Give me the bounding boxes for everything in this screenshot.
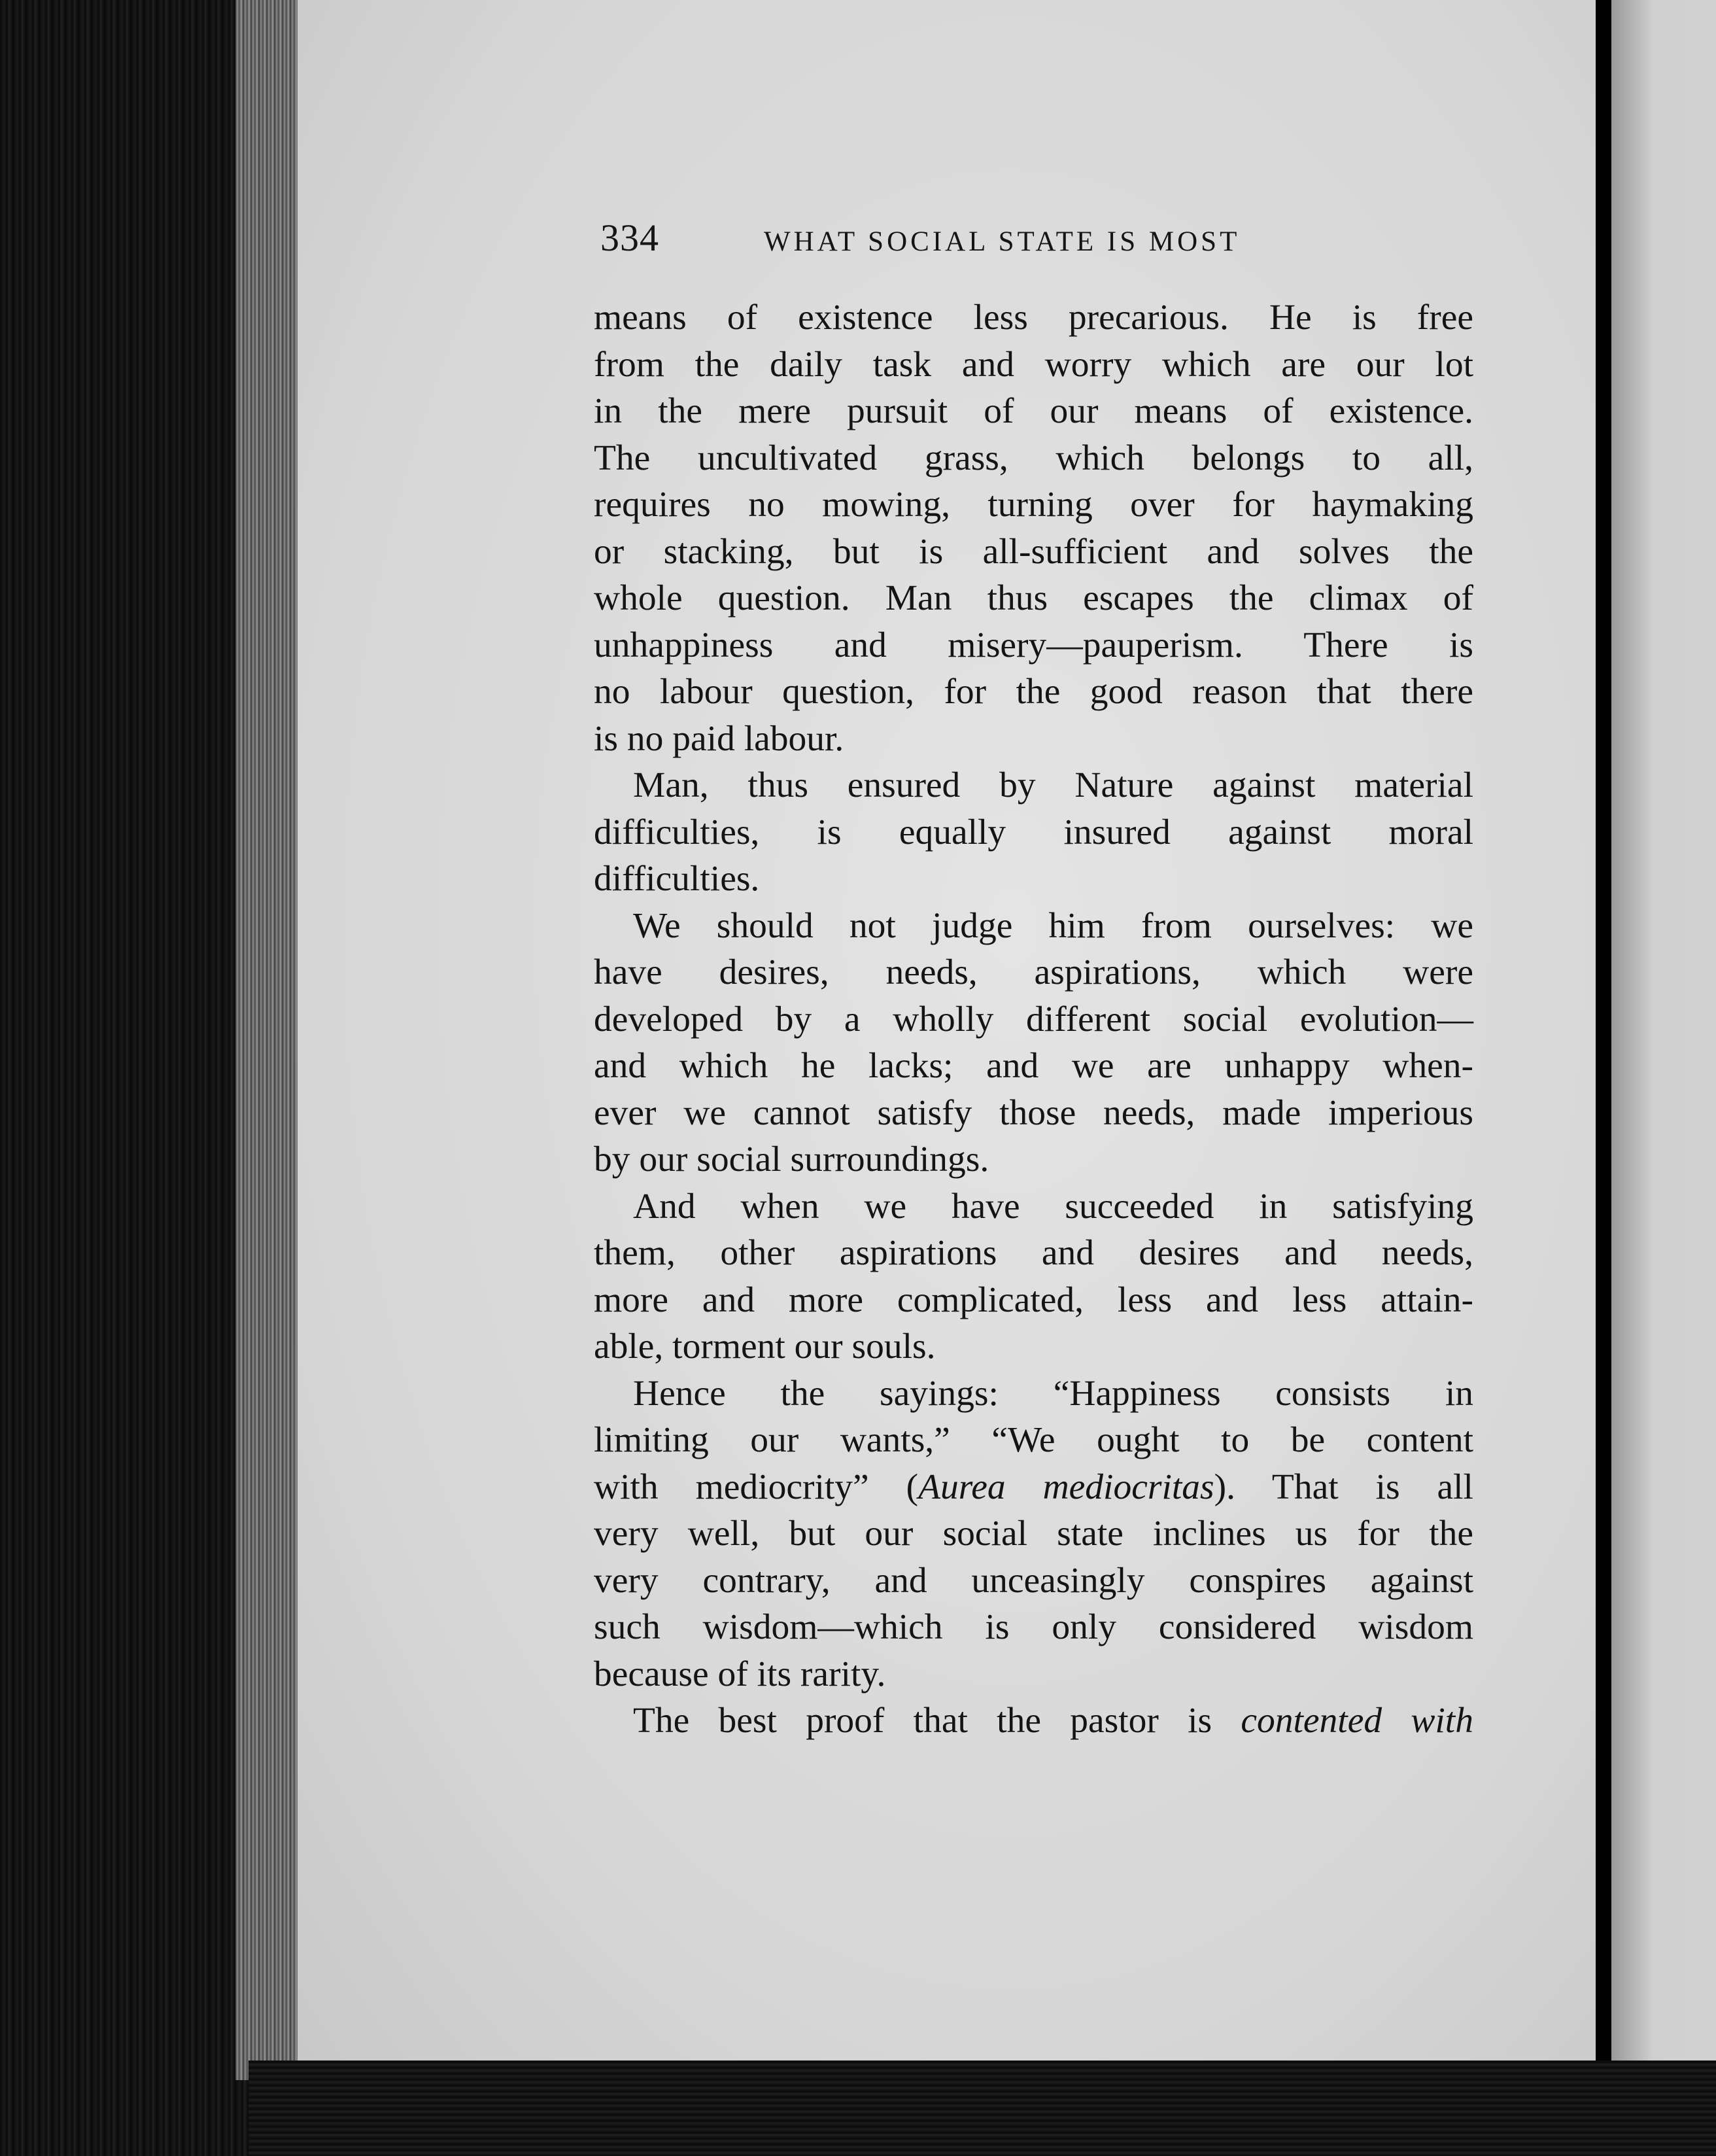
text-line: unhappiness and misery—pauperism. There is: [594, 625, 1473, 665]
text-line: means of existence less precarious. He is free: [594, 298, 1473, 338]
italic-phrase: contented with: [1241, 1701, 1473, 1741]
text-line: have desires, needs, aspirations, which were: [594, 952, 1473, 992]
text-line: very well, but our social state inclines us for the: [594, 1514, 1473, 1554]
text-line: by our social surroundings.: [594, 1139, 989, 1179]
running-head: [600, 216, 1320, 262]
italic-phrase: Aurea mediocritas: [918, 1467, 1214, 1507]
text-line: We should not judge him from ourselves: we: [633, 905, 1473, 946]
text-line: difficulties.: [594, 859, 760, 899]
text-line: able, torment our souls.: [594, 1327, 936, 1366]
text-line: requires no mowing, turning over for haymaking: [594, 485, 1473, 525]
text-line: them, other aspirations and desires and needs,: [594, 1233, 1473, 1273]
text-line: no labour question, for the good reason that there: [594, 672, 1473, 712]
text-line: from the daily task and worry which are our lot: [594, 344, 1473, 385]
text-segment: The best proof that the pastor is: [633, 1701, 1241, 1741]
text-line: or stacking, but is all-sufficient and solves the: [594, 531, 1473, 572]
text-line: ever we cannot satisfy those needs, made imperious: [594, 1092, 1473, 1133]
text-line: very contrary, and unceasingly conspires against: [594, 1560, 1473, 1601]
text-line: Hence the sayings: “Happiness consists in: [633, 1373, 1473, 1414]
page-edges: [235, 0, 307, 2080]
running-title: WHAT SOCIAL STATE IS MOST: [764, 226, 1241, 257]
paragraph: [594, 294, 1473, 762]
text-line: such wisdom—which is only considered wisdom: [594, 1607, 1473, 1647]
text-line: developed by a wholly different social evolution—: [594, 999, 1473, 1039]
bottom-book-edge: [249, 2060, 1716, 2156]
text-line: is no paid labour.: [594, 718, 844, 759]
body-text: [594, 294, 1473, 1745]
text-line: [594, 1697, 1473, 1745]
text-line: because of its rarity.: [594, 1654, 886, 1694]
paragraph: [594, 1183, 1473, 1370]
book-spine: [0, 0, 255, 2156]
text-line: limiting our wants,” “We ought to be content: [594, 1420, 1473, 1460]
text-segment: ). That is all: [1214, 1467, 1473, 1507]
text-line: The uncultivated grass, which belongs to all,: [594, 438, 1473, 478]
paragraph: [594, 903, 1473, 1183]
text-line: difficulties, is equally insured against moral: [594, 812, 1473, 852]
text-line: [594, 1464, 1473, 1511]
text-line: in the mere pursuit of our means of existence.: [594, 391, 1473, 431]
text-line: and which he lacks; and we are unhappy when-: [594, 1046, 1473, 1086]
gutter-shadow: [1596, 0, 1611, 2156]
paragraph: [594, 1370, 1473, 1698]
text-segment: with mediocrity” (: [594, 1467, 919, 1507]
facing-page-edge: [1611, 0, 1716, 2074]
page-number: 334: [600, 217, 659, 259]
text-line: Man, thus ensured by Nature against material: [633, 765, 1473, 805]
paragraph: [594, 762, 1473, 903]
text-line: And when we have succeeded in satisfying: [633, 1186, 1473, 1226]
paragraph: [594, 1697, 1473, 1745]
text-line: more and more complicated, less and less attain-: [594, 1279, 1473, 1320]
text-line: whole question. Man thus escapes the climax of: [594, 578, 1473, 618]
